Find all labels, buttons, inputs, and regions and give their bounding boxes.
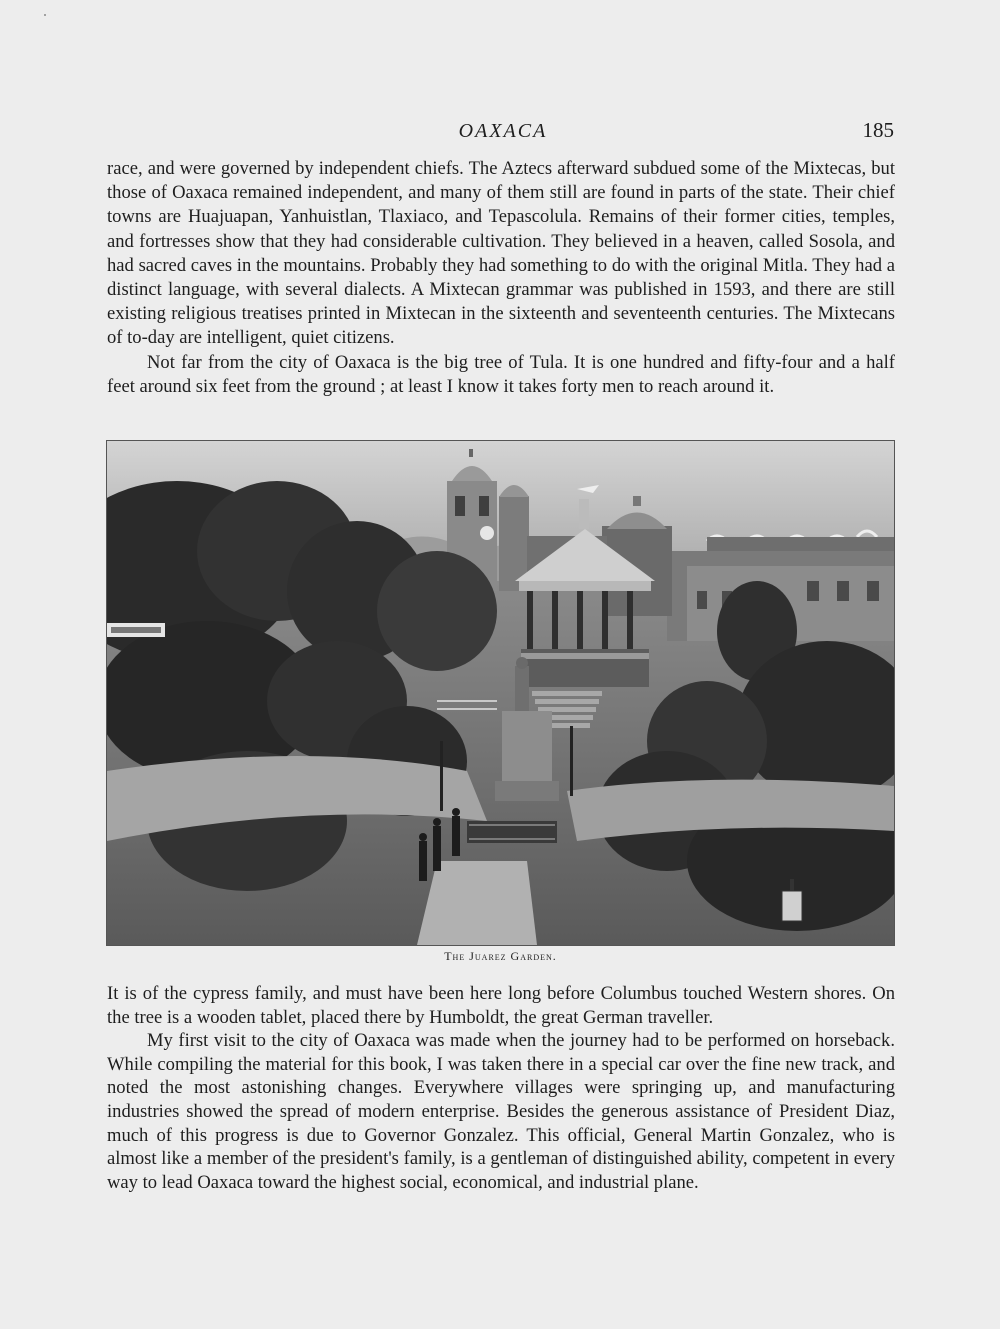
paragraph: race, and were governed by independent chiefs. The Aztecs afterward subdued some of the Mixtecas, but those of Oaxaca remained independent, and many of them still are found in parts of the state. Their chief towns are Huajuapan, Yanhuistlan, Tlaxiaco, and Tepascolula. Remains of their former cities, temples, and fortresses show that they had considerable cultivation. They believed in a heaven, called Sosola, and had sacred caves in the mountains. Probably they had something to do with the original Mitla. They had a distinct language, with several dialects. A Mixtecan grammar was published in 1593, and there are still existing religious treatises printed in Mixtecan in the sixteenth and seventeenth centuries. The Mixtecans of to-day are intelligent, quiet citizens. <box>107 158 895 349</box>
photo-illustration <box>107 441 894 945</box>
shop-sign-lettering <box>111 627 161 633</box>
paragraph: My first visit to the city of Oaxaca was made when the journey had to be performed on horseback. While compiling the material for this book, I was taken there in a special car over the fine new track, and noted the most astonishing changes. Everywhere villages were springing up, and manufacturing industries showed the spread of modern enterprise. Besides the generous assistance of President Diaz, much of this progress is due to Governor Gonzalez. This official, General Martin Gonzalez, who is almost like a member of the president's family, is a gentleman of distinguished ability, competent in every way to lead Oaxaca toward the highest social, economical, and industrial plane. <box>107 1030 895 1193</box>
running-head <box>108 118 898 148</box>
running-title: OAXACA <box>458 120 548 142</box>
text-block-bottom <box>107 982 895 1194</box>
paper-speck <box>44 14 46 16</box>
central-walkway <box>417 861 537 945</box>
text-block-top <box>107 157 895 399</box>
figure-caption: The Juarez Garden. <box>444 949 557 963</box>
page-number: 185 <box>862 118 894 142</box>
paragraph: It is of the cypress family, and must have been here long before Columbus touched Western shores. On the tree is a wooden tablet, placed there by Humboldt, the great German traveller. <box>107 983 895 1028</box>
paragraph: Not far from the city of Oaxaca is the big tree of Tula. It is one hundred and fifty-four and a half feet around six feet from the ground ; at least I know it takes forty men to reach around it. <box>107 351 895 397</box>
photograph-juarez-garden <box>106 440 895 946</box>
